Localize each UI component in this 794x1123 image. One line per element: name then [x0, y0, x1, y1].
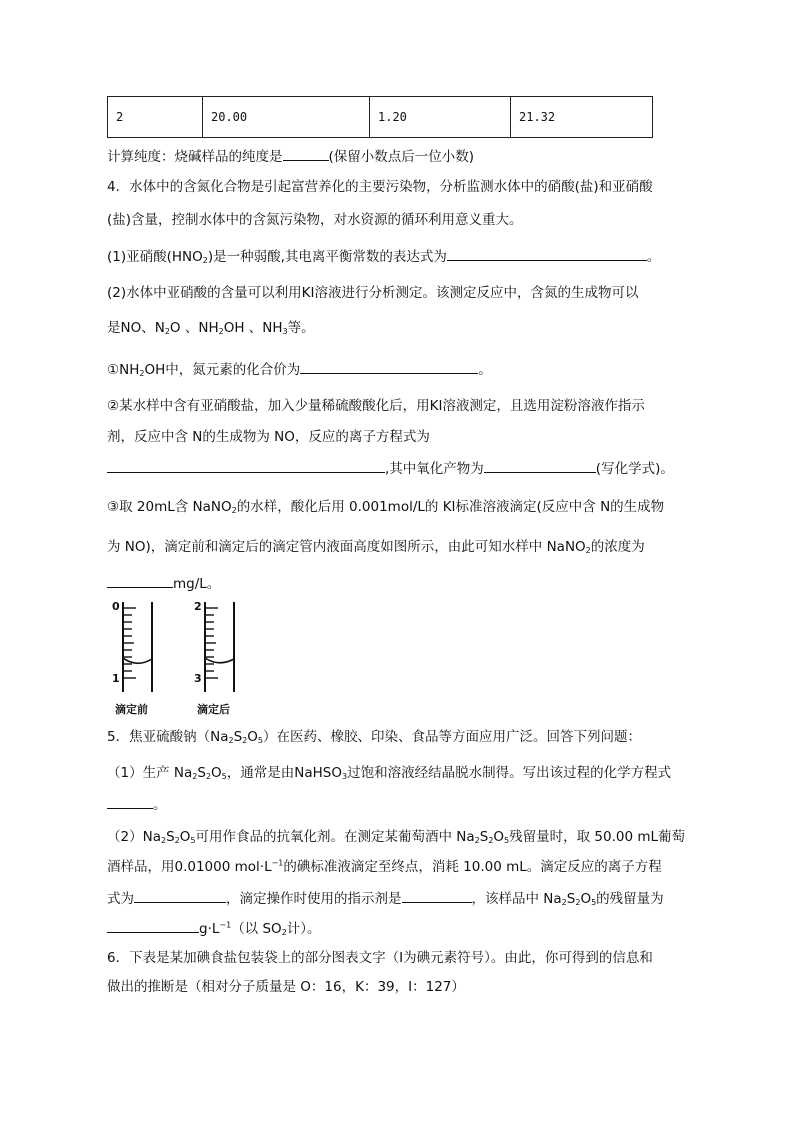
text-fragment: 2	[474, 836, 480, 845]
text-fragment: 5	[190, 836, 196, 845]
burette-diagram	[110, 598, 260, 718]
after-bottom-label: 3	[194, 672, 202, 685]
text-fragment: S	[233, 729, 243, 745]
q5-part2-line1	[107, 827, 685, 847]
table-cell: 1.20	[370, 97, 511, 138]
text-fragment: O	[580, 891, 592, 907]
text-fragment: （以 SO	[231, 921, 282, 937]
text-fragment: (写化学式)。	[595, 461, 674, 477]
text-fragment: (保留小数点后一位小数)	[328, 149, 475, 165]
table-row	[108, 97, 653, 138]
text-fragment: OH中，氮元素的化合价为	[144, 362, 301, 378]
text-fragment: g·L	[199, 921, 220, 937]
text-fragment: 的残留量为	[596, 891, 664, 907]
q4-c3-line3	[107, 573, 220, 594]
text-fragment: (1)亚硝酸(HNO	[107, 249, 203, 265]
q4-c1	[107, 359, 492, 380]
text-fragment: O 、NH	[169, 320, 219, 336]
text-fragment: 2	[231, 506, 237, 515]
before-bottom-label: 1	[112, 672, 120, 685]
text-fragment: 是NO、N	[107, 320, 165, 336]
text-fragment: 2	[585, 546, 591, 555]
text-fragment: ，滴定操作时使用的指示剂是	[226, 891, 402, 907]
titration-data-table	[107, 96, 653, 138]
table-cell: 21.32	[511, 97, 653, 138]
text-fragment: 等。	[287, 320, 315, 336]
answer-blank[interactable]	[300, 359, 478, 374]
text-fragment: −1	[271, 858, 284, 868]
answer-blank[interactable]	[447, 246, 647, 261]
q5-part2-line2	[107, 857, 662, 877]
text-fragment: O	[179, 829, 191, 845]
text-fragment: 残留量时，取 50.00 mL葡萄	[509, 829, 686, 845]
text-fragment: O	[211, 765, 222, 781]
answer-blank[interactable]	[283, 146, 329, 161]
before-top-label: 0	[112, 600, 120, 613]
text-fragment: 。	[478, 362, 492, 378]
after-top-label: 2	[194, 600, 202, 613]
text-fragment: 5	[504, 836, 510, 845]
text-fragment: 2	[281, 928, 287, 937]
text-fragment: O	[247, 729, 258, 745]
text-fragment: 3	[341, 772, 348, 781]
q4-c3-line2	[107, 537, 645, 557]
q4-part2-line2	[107, 318, 315, 338]
text-fragment: 2	[561, 898, 567, 907]
text-fragment: S	[479, 829, 489, 845]
text-fragment: 2	[488, 836, 494, 845]
text-fragment: 计算纯度：烧碱样品的纯度是	[107, 149, 283, 165]
text-fragment: OH 、NH	[223, 320, 283, 336]
q4-c2-line1: ②某水样中含有亚硝酸盐，加入少量稀硫酸酸化后，用KI溶液测定，且选用淀粉溶液作指示	[107, 398, 645, 414]
text-fragment: ）在医药、橡胶、印染、食品等方面应用广泛。回答下列问题：	[262, 729, 641, 745]
text-fragment: 。	[646, 249, 661, 265]
text-fragment: 酒样品，用0.01000 mol·L	[107, 859, 272, 875]
text-fragment: 2	[205, 772, 212, 781]
text-fragment: mg/L。	[173, 576, 221, 592]
text-fragment: 过饱和溶液经结晶脱水制得。写出该过程的化学方程式	[347, 765, 672, 781]
text-fragment: 为 NO)，滴定前和滴定后的滴定管内液面高度如图所示，由此可知水样中 NaNO	[107, 539, 586, 555]
q5-part2-line3	[107, 888, 664, 909]
text-fragment: 2	[242, 736, 248, 745]
q5-part1-line2	[107, 794, 167, 815]
text-fragment: 2	[139, 369, 145, 378]
text-fragment: 的碘标准液滴定至终点，消耗 10.00 mL。滴定反应的离子方程	[283, 859, 662, 875]
text-fragment: 式为	[107, 891, 134, 907]
q6-line2: 做出的推断是（相对分子质量是 O：16，K：39，I：127）	[107, 979, 465, 995]
burette-figure	[110, 598, 260, 718]
q5-intro	[107, 727, 641, 747]
text-fragment: ,其中氧化产物为	[385, 461, 484, 477]
text-fragment: −1	[219, 920, 232, 930]
text-fragment: ，通常是由NaHSO	[226, 765, 342, 781]
text-fragment: 5	[221, 772, 227, 781]
text-fragment: 可用作食品的抗氧化剂。在测定某葡萄酒中 Na	[195, 829, 475, 845]
text-fragment: 2	[218, 327, 224, 336]
text-fragment: 计）。	[286, 921, 321, 937]
answer-blank[interactable]	[134, 888, 226, 903]
q4-part2-line1: (2)水体中亚硝酸的含量可以利用KI溶液进行分析测定。该测定反应中，含氮的生成物可以	[107, 285, 639, 301]
burette-after	[205, 602, 234, 692]
text-fragment: 2	[164, 327, 170, 336]
text-fragment: S	[197, 765, 206, 781]
q4-c2-line2: 剂，反应中含 N的生成物为 NO，反应的离子方程式为	[107, 429, 430, 445]
text-fragment: 5	[591, 898, 597, 907]
text-fragment: S	[166, 829, 175, 845]
answer-blank[interactable]	[107, 458, 385, 473]
answer-blank[interactable]	[107, 918, 199, 933]
text-fragment: 2	[192, 772, 198, 781]
table-cell: 20.00	[203, 97, 370, 138]
answer-blank[interactable]	[484, 458, 596, 473]
text-fragment: 的水样，酸化后用 0.001mol/L的 KI标准溶液滴定(反应中含 N的生成物	[236, 499, 665, 515]
q4-intro-line2: (盐)含量，控制水体中的含氮污染物，对水资源的循环利用意义重大。	[107, 212, 523, 228]
text-fragment: 2	[160, 836, 167, 845]
text-fragment: 2	[575, 898, 581, 907]
text-fragment: 5．焦亚硫酸钠（Na	[107, 729, 229, 745]
table-cell: 2	[108, 97, 203, 138]
text-fragment: 2	[202, 256, 208, 265]
text-fragment: S	[566, 891, 576, 907]
answer-blank[interactable]	[402, 888, 472, 903]
q5-part2-line4	[107, 918, 321, 939]
answer-blank[interactable]	[107, 794, 153, 809]
text-fragment: ③取 20mL含 NaNO	[107, 499, 232, 515]
text-fragment: 5	[257, 736, 263, 745]
before-caption: 滴定前	[115, 703, 148, 716]
text-fragment: 2	[228, 736, 234, 745]
text-fragment: （1）生产 Na	[107, 765, 193, 781]
text-fragment: )是一种弱酸,其电离平衡常数的表达式为	[207, 249, 447, 265]
q5-part1-line1	[107, 763, 671, 783]
q6-line1: 6．下表是某加碘食盐包装袋上的部分图表文字（I为碘元素符号）。由此，你可得到的信息和	[107, 950, 653, 966]
q4-c2-line3	[107, 458, 674, 479]
q4-c3-line1	[107, 497, 664, 517]
purity-question	[107, 146, 474, 167]
after-caption: 滴定后	[197, 703, 230, 716]
text-fragment: O	[493, 829, 505, 845]
q4-part1	[107, 246, 660, 267]
text-fragment: 。	[153, 797, 167, 813]
q4-intro-line1: 4．水体中的含氮化合物是引起富营养化的主要污染物，分析监测水体中的硝酸(盐)和亚硝酸	[107, 179, 653, 195]
text-fragment: ，该样品中 Na	[471, 891, 562, 907]
text-fragment: ①NH	[107, 362, 140, 378]
text-fragment: （2）Na	[107, 829, 161, 845]
burette-before	[123, 602, 152, 692]
text-fragment: 2	[174, 836, 180, 845]
text-fragment: 3	[282, 327, 288, 336]
text-fragment: 的浓度为	[590, 539, 645, 555]
answer-blank[interactable]	[107, 573, 173, 588]
